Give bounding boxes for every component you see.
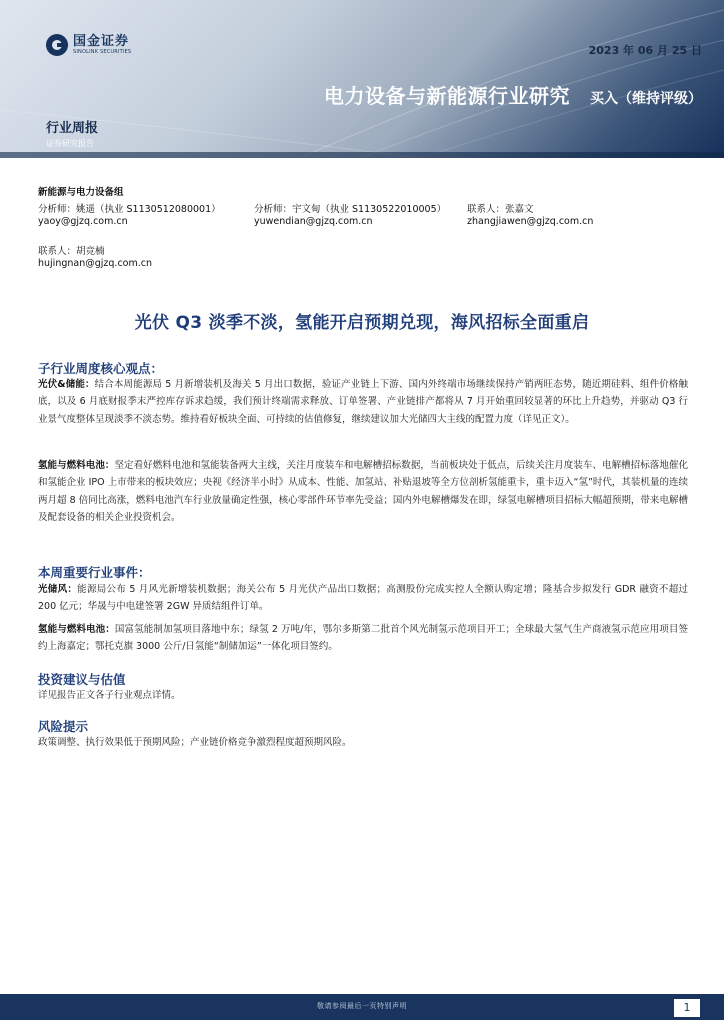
- report-header: [0, 0, 724, 158]
- footer-disclaimer[interactable]: 敬请参阅最后一页特别声明: [317, 1002, 407, 1010]
- pv-storage-label: 光伏&储能：: [38, 379, 95, 390]
- contact-1-email[interactable]: zhangjiawen@gjzq.com.cn: [467, 216, 594, 227]
- pv-storage-paragraph: [38, 376, 688, 428]
- event-pv-label: 光储风：: [38, 584, 78, 595]
- event-hydrogen-label: 氢能与燃料电池：: [38, 624, 115, 635]
- page-number: 1: [674, 999, 700, 1017]
- report-date: 2023 年 06 月 25 日: [588, 44, 702, 57]
- report-subtype: 证券研究报告: [46, 139, 94, 148]
- investment-heading: 投资建议与估值: [38, 672, 126, 687]
- events-heading: 本周重要行业事件：: [38, 565, 151, 580]
- analyst-row: [38, 201, 687, 216]
- risk-text: 政策调整、执行效果低于预期风险；产业链价格竞争激烈程度超预期风险。: [38, 737, 352, 748]
- analyst-1-email[interactable]: yaoy@gjzq.com.cn: [38, 216, 128, 227]
- contact-1: 联系人：张嘉文: [467, 204, 534, 215]
- analyst-group: 新能源与电力设备组: [38, 187, 124, 198]
- analyst-1: 分析师：姚遥（执业 S1130512080001）: [38, 204, 221, 215]
- hydrogen-label: 氢能与燃料电池：: [38, 460, 115, 471]
- event-pv-text: 能源局公布 5 月风光新增装机数据；海关公布 5 月光伏产品出口数据；高测股份完成实控人全额认购定增；隆基合步拟发行 GDR 融资不超过 200 亿元；华晟与中电建签署 2GW 异质结组件订单。: [38, 584, 688, 613]
- company-logo: [46, 32, 131, 58]
- contact-block: [38, 243, 687, 273]
- report-type: 行业周报: [46, 121, 99, 136]
- rating-badge: 买入（维持评级）: [590, 91, 702, 107]
- header-decoration: [0, 0, 724, 158]
- report-title: 电力设备与新能源行业研究: [324, 84, 570, 108]
- risk-heading: 风险提示: [38, 719, 89, 734]
- logo-icon: [46, 34, 68, 56]
- logo-name-en: SINOLINK SECURITIES: [73, 49, 132, 55]
- report-headline: 光伏 Q3 淡季不淡，氢能开启预期兑现，海风招标全面重启: [134, 313, 590, 333]
- event-hydrogen-text: 国富氢能制加氢项目落地中东；绿氢 2 万吨/年，鄂尔多斯第二批首个风光制氢示范项目开工；全球最大氢气生产商液氢示范应用项目签约上海嘉定；鄂托克旗 3000 公斤/日氢能“制储加运”一体化项目签约。: [38, 624, 688, 653]
- core-views-heading: 子行业周度核心观点：: [38, 361, 164, 376]
- title-row: [324, 80, 702, 109]
- analyst-2: 分析师：宇文甸（执业 S1130522010005）: [254, 204, 447, 215]
- hydrogen-text: 坚定看好燃料电池和氢能装备两大主线，关注月度装车和电解槽招标数据，当前板块处于低点，后续关注月度装车、电解槽招标落地催化和氢能企业 IPO 上市带来的板块效应；央视《经济半小时》从成本、性能、加氢站、补贴退坡等全方位剖析氢能重卡，重卡迈入“氢”时代，其装机量的连续两月超 8 倍同比高涨，燃料电池汽车行业放量确定性强，核心零部件环节率先受益；国内外电解槽爆发在即，绿氢电解槽项目招标大幅超预期，带来电解槽及配套设备的相关企业投资机会。: [38, 460, 688, 524]
- contact-2: 联系人：胡竞楠: [38, 246, 105, 257]
- contact-2-email[interactable]: hujingnan@gjzq.com.cn: [38, 258, 152, 269]
- hydrogen-paragraph: [38, 457, 688, 527]
- email-row: [38, 216, 687, 231]
- event-pv-paragraph: [38, 581, 688, 616]
- analyst-2-email[interactable]: yuwendian@gjzq.com.cn: [254, 216, 373, 227]
- event-hydrogen-paragraph: [38, 621, 688, 656]
- pv-storage-text: 结合本周能源局 5 月新增装机及海关 5 月出口数据，验证产业链上下游、国内外终端市场继续保持产销两旺态势，随近期硅料、组件价格触底，以及 6 月底财报季末严控库存诉求趋缓，我们预计终端需求释放、订单签署、产业链排产都将从 7 月开始重回较显著的环比上升趋势，并驱动 Q3 行业景气度整体呈现淡季不淡态势。维持看好板块全面、可持续的估值修复，继续建议加大光储四大主线的配置力度（详见正文）。: [38, 379, 689, 425]
- analyst-block: [38, 184, 687, 273]
- investment-text: 详见报告正文各子行业观点详情。: [38, 690, 181, 701]
- logo-name-cn: 国金证券: [73, 34, 130, 49]
